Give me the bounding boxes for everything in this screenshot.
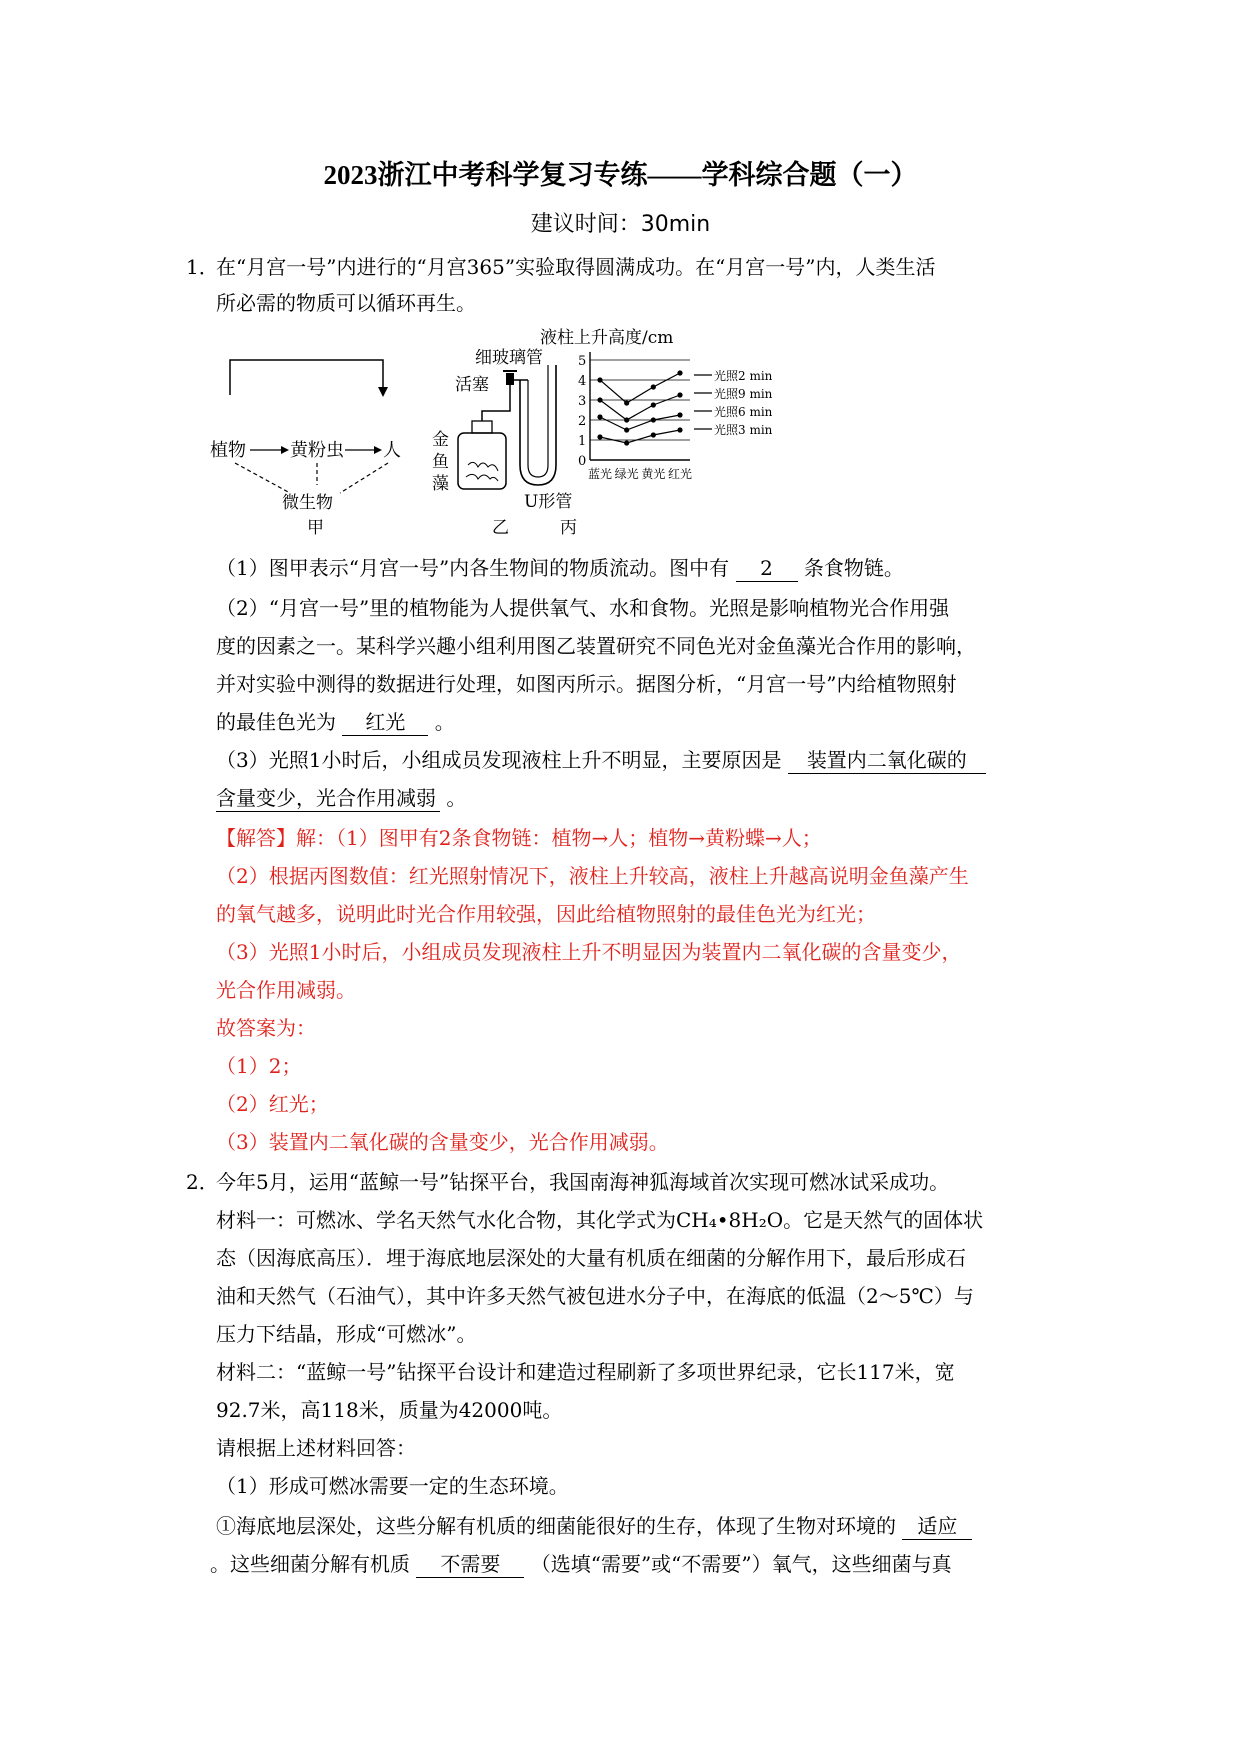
q1-solution-line9: （3）装置内二氧化碳的含量变少，光合作用减弱。 <box>216 1130 669 1154</box>
chart-point <box>597 377 602 382</box>
q2-line8: 请根据上述材料回答： <box>216 1436 416 1460</box>
q2-line4: 油和天然气（石油气），其中许多天然气被包进水分子中，在海底的低温（2～5℃）与 <box>216 1284 974 1308</box>
question-1-number: 1． <box>186 255 219 279</box>
bottle <box>458 433 506 489</box>
question-2-number: 2． <box>186 1170 219 1194</box>
q1-solution-line6: 故答案为： <box>216 1016 316 1040</box>
chart-ylabel: 液柱上升高度/cm <box>540 328 674 348</box>
q2-line10: ①海底地层深处，这些分解有机质的细菌能很好的生存，体现了生物对环境的 适应 <box>216 1511 1046 1541</box>
chart-point <box>624 440 629 445</box>
chart-point <box>677 370 682 375</box>
chart-point <box>597 414 602 419</box>
q2-line2: 材料一：可燃冰、学名天然气水化合物，其化学式为CH₄•8H₂O。它是天然气的固体状 <box>216 1208 984 1232</box>
legend-entry: 光照2 min <box>714 369 773 383</box>
chart-series-line <box>600 395 680 420</box>
legend-entry: 光照6 min <box>714 405 773 419</box>
label-zao: 藻 <box>432 474 449 494</box>
chart-ytick: 5 <box>578 354 587 369</box>
q1-part2-line3: 并对实验中测得的数据进行处理，如图丙所示。据图分析，“月宫一号”内给植物照射 <box>216 672 957 696</box>
chart-xtick: 红光 <box>668 467 693 481</box>
node-microbe: 微生物 <box>282 493 333 513</box>
q1-solution-line2: （2）根据丙图数值：红光照射情况下，液柱上升较高，液柱上升越高说明金鱼藻产生 <box>216 864 969 888</box>
q1-part3-line1: （3）光照1小时后，小组成员发现液柱上升不明显，主要原因是 装置内二氧化碳的 <box>216 745 1046 775</box>
label-yu: 鱼 <box>432 452 449 472</box>
q1-solution-line1: 【解答】解：（1）图甲有2条食物链：植物→人；植物→黄粉蝶→人； <box>216 826 822 850</box>
chart-point <box>651 384 656 389</box>
figure-bing <box>540 328 773 538</box>
chart-series-line <box>600 415 680 430</box>
legend-entry: 光照3 min <box>714 423 773 437</box>
page-subtitle: 建议时间：30min <box>530 212 711 237</box>
q1-solution-line7: （1）2； <box>216 1054 302 1078</box>
q1-figures <box>210 325 773 540</box>
label-u-tube: U形管 <box>524 492 573 512</box>
chart-point <box>624 400 629 405</box>
chart-point <box>651 432 656 437</box>
solution-tag: 【解答】 <box>216 826 296 850</box>
q1-solution-line8: （2）红光； <box>216 1092 329 1116</box>
chart-point <box>677 392 682 397</box>
legend-entry: 光照9 min <box>714 387 773 401</box>
q2-line11: 。这些细菌分解有机质 不需要 （选填“需要”或“不需要”）氧气，这些细菌与真 <box>210 1552 952 1576</box>
node-human: 人 <box>383 440 401 461</box>
chart-ytick: 1 <box>578 434 587 449</box>
chart-ytick: 2 <box>578 414 587 429</box>
q2-line6: 材料二：“蓝鲸一号”钻探平台设计和建造过程刷新了多项世界纪录，它长117米，宽 <box>216 1360 955 1384</box>
node-mealworm: 黄粉虫 <box>290 440 344 461</box>
chart-point <box>597 434 602 439</box>
chart-xtick: 黄光 <box>641 467 666 481</box>
chart-point <box>624 417 629 422</box>
chart-xtick: 绿光 <box>614 467 639 481</box>
q1-part1-answer: 2 <box>736 555 798 582</box>
q1-part1: （1）图甲表示“月宫一号”内各生物间的物质流动。图中有 2 条食物链。 <box>216 556 904 580</box>
chart-point <box>597 397 602 402</box>
label-piston: 活塞 <box>455 375 489 395</box>
q2-line9: （1）形成可燃冰需要一定的生态环境。 <box>216 1474 569 1498</box>
q2-line10-answer: 适应 <box>902 1513 972 1540</box>
q1-part3-answer-part2: 含量变少，光合作用减弱 <box>216 785 440 812</box>
q1-part3-line2: 含量变少，光合作用减弱 。 <box>216 786 467 810</box>
chart-series-line <box>600 430 680 443</box>
q1-stem-line2: 所必需的物质可以循环再生。 <box>216 291 476 315</box>
q1-part2-line2: 度的因素之一。某科学兴趣小组利用图乙装置研究不同色光对金鱼藻光合作用的影响， <box>216 634 976 658</box>
label-glass-tube: 细玻璃管 <box>475 348 543 368</box>
chart-point <box>651 402 656 407</box>
q1-part3-answer-part1: 装置内二氧化碳的 <box>788 747 986 774</box>
figure-yi <box>432 348 572 538</box>
figure-jia-label: 甲 <box>307 518 324 538</box>
q1-solution-line4: （3）光照1小时后，小组成员发现液柱上升不明显因为装置内二氧化碳的含量变少， <box>216 940 962 964</box>
q1-solution-line5: 光合作用减弱。 <box>216 978 356 1002</box>
chart-ytick: 0 <box>578 454 587 469</box>
q1-part2-line1: （2）“月宫一号”里的植物能为人提供氧气、水和食物。光照是影响植物光合作用强 <box>216 596 950 620</box>
q1-stem-line1: 在“月宫一号”内进行的“月宫365”实验取得圆满成功。在“月宫一号”内，人类生活 <box>216 255 936 279</box>
figure-bing-label: 丙 <box>560 518 577 538</box>
q2-line7: 92.7米，高118米，质量为42000吨。 <box>216 1398 563 1422</box>
chart-series-line <box>600 373 680 403</box>
q2-line5: 压力下结晶，形成“可燃冰”。 <box>216 1322 477 1346</box>
node-plant: 植物 <box>210 440 246 461</box>
chart-ytick: 4 <box>578 374 587 389</box>
page-title: 2023浙江中考科学复习专练——学科综合题（一） <box>323 160 918 190</box>
chart-point <box>624 427 629 432</box>
chart-point <box>677 427 682 432</box>
chart-xtick: 蓝光 <box>588 467 613 481</box>
chart-ytick: 3 <box>578 394 587 409</box>
label-jin: 金 <box>432 430 449 450</box>
q1-solution-line3: 的氧气越多，说明此时光合作用较强，因此给植物照射的最佳色光为红光； <box>216 902 876 926</box>
chart-point <box>651 417 656 422</box>
q1-part2-answer: 红光 <box>342 709 428 736</box>
q2-line3: 态（因海底高压）．埋于海底地层深处的大量有机质在细菌的分解作用下，最后形成石 <box>216 1246 966 1270</box>
q2-line1: 今年5月，运用“蓝鲸一号”钻探平台，我国南海神狐海域首次实现可燃冰试采成功。 <box>216 1170 950 1194</box>
q2-line11-answer: 不需要 <box>416 1551 524 1578</box>
figure-jia <box>210 360 401 538</box>
chart-point <box>677 412 682 417</box>
figure-yi-label: 乙 <box>492 518 509 538</box>
q1-part2-line4: 的最佳色光为 红光 。 <box>216 710 455 734</box>
